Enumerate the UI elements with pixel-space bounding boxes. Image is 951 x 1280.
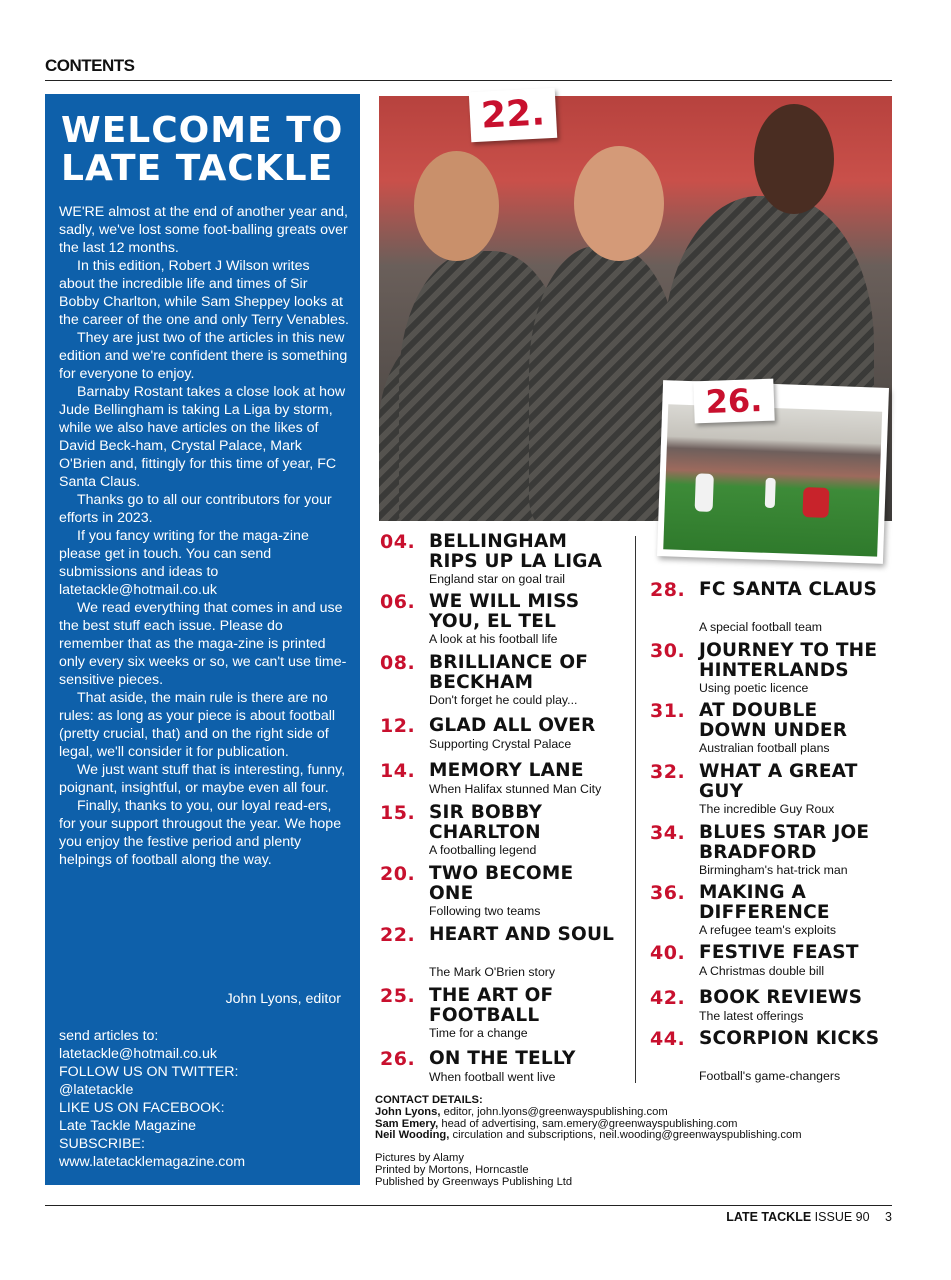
item-title: SIR BOBBY CHARLTON: [429, 802, 543, 843]
item-subtitle: Following two teams: [429, 904, 541, 918]
item-page: 36.: [650, 882, 686, 904]
contact-links: [59, 1027, 245, 1171]
item-title: MAKING A DIFFERENCE: [699, 882, 830, 923]
editorial-paragraph: WE'RE almost at the end of another year and, sadly, we've lost some foot-balling greats over the last 12 months.: [59, 204, 348, 256]
item-page: 32.: [650, 761, 686, 783]
editorial-paragraph: Thanks go to all our contributors for your efforts in 2023.: [59, 492, 332, 526]
contact-name: Neil Wooding,: [375, 1129, 450, 1142]
section-heading: CONTENTS: [45, 56, 135, 75]
contact-heading: CONTACT DETAILS:: [375, 1094, 483, 1106]
item-subtitle: Don't forget he could play...: [429, 693, 578, 707]
website-link[interactable]: www.latetacklemagazine.com: [59, 1154, 246, 1170]
editorial-paragraph: If you fancy writing for the maga-zine please get in touch. You can send submissions and ideas to latetackle@hotmail.co.uk: [59, 528, 309, 598]
item-title: MEMORY LANE: [429, 760, 584, 781]
contact-details: [375, 1095, 845, 1189]
item-title: AT DOUBLE DOWN UNDER: [699, 700, 848, 741]
player-figure: [765, 478, 776, 508]
contact-role: editor, john.lyons@greenwayspublishing.com: [443, 1105, 668, 1118]
item-title: HEART AND SOUL: [429, 924, 615, 945]
item-subtitle: England star on goal trail: [429, 572, 566, 586]
email-link[interactable]: latetackle@hotmail.co.uk: [59, 1046, 217, 1062]
item-subtitle: A look at his football life: [429, 632, 558, 646]
item-page: 14.: [380, 760, 416, 782]
item-page: 08.: [380, 652, 416, 674]
welcome-title-line1: WELCOME TO: [61, 110, 344, 151]
item-title: BOOK REVIEWS: [699, 987, 863, 1008]
item-subtitle: Australian football plans: [699, 741, 830, 755]
editor-signature: John Lyons, editor: [225, 991, 341, 1007]
player-figure: [529, 246, 679, 521]
item-subtitle: When Halifax stunned Man City: [429, 782, 602, 796]
item-title: WHAT A GREAT GUY: [699, 761, 858, 802]
item-page: 30.: [650, 640, 686, 662]
editorial-paragraph: They are just two of the articles in this new edition and we're confident there is something for everyone to enjoy.: [59, 330, 348, 382]
facebook-link[interactable]: Late Tackle Magazine: [59, 1118, 196, 1134]
item-subtitle: A refugee team's exploits: [699, 923, 837, 937]
credit-line: Pictures by Alamy: [375, 1152, 464, 1165]
item-page: 20.: [380, 863, 416, 885]
welcome-title-line2: LATE TACKLE: [61, 148, 334, 189]
footer-magazine: LATE TACKLE: [726, 1210, 812, 1224]
editorial-paragraph: We just want stuff that is interesting, funny, poignant, insightful, or maybe even all four.: [59, 762, 346, 796]
top-divider: [45, 80, 892, 81]
item-title: BRILLIANCE OF BECKHAM: [429, 652, 589, 693]
item-subtitle: When football went live: [429, 1070, 556, 1084]
links-label: FOLLOW US ON TWITTER:: [59, 1064, 239, 1080]
item-subtitle: The incredible Guy Roux: [699, 802, 835, 816]
item-subtitle: Football's game-changers: [699, 1069, 841, 1083]
links-label: send articles to:: [59, 1028, 159, 1044]
page-footer: [726, 1210, 892, 1224]
item-page: 26.: [380, 1048, 416, 1070]
column-divider: [635, 536, 636, 1083]
contact-role: circulation and subscriptions, neil.wooding@greenwayspublishing.com: [452, 1129, 802, 1142]
item-page: 06.: [380, 591, 416, 613]
item-subtitle: A special football team: [699, 620, 823, 634]
item-subtitle: Supporting Crystal Palace: [429, 737, 572, 751]
item-title: GLAD ALL OVER: [429, 715, 596, 736]
item-title: BELLINGHAM RIPS UP LA LIGA: [429, 531, 603, 572]
item-page: 34.: [650, 822, 686, 844]
editorial-paragraph: That aside, the main rule is there are no rules: as long as your piece is about football (pretty crucial, that) and on the right side of legal, we'll consider it for publication.: [59, 690, 336, 760]
item-title: THE ART OF FOOTBALL: [429, 985, 554, 1026]
page-number: 3: [885, 1210, 892, 1224]
player-head: [414, 151, 499, 261]
item-page: 28.: [650, 579, 686, 601]
welcome-title: [61, 112, 351, 188]
inset-photo-image: [663, 404, 882, 556]
item-subtitle: The latest offerings: [699, 1009, 804, 1023]
editorial-body: [59, 203, 349, 869]
item-page: 04.: [380, 531, 416, 553]
item-title: WE WILL MISS YOU, EL TEL: [429, 591, 580, 632]
item-subtitle: A Christmas double bill: [699, 964, 825, 978]
item-page: 12.: [380, 715, 416, 737]
item-page: 42.: [650, 987, 686, 1009]
bottom-divider: [45, 1205, 892, 1206]
item-page: 44.: [650, 1028, 686, 1050]
editorial-paragraph: In this edition, Robert J Wilson writes about the incredible life and times of Sir Bobby Charlton, while Sam Sheppey looks at the career of the one and only Terry Venables.: [59, 258, 349, 328]
item-title: FC SANTA CLAUS: [699, 579, 877, 600]
page-tag-26: 26.: [693, 379, 774, 424]
editorial-paragraph: Finally, thanks to you, our loyal read-ers, for your support througout the year. We hope you enjoy the festive period and plenty helpings of football along the way.: [59, 798, 342, 868]
contact-role: head of advertising, sam.emery@greenwayspublishing.com: [441, 1117, 738, 1130]
item-subtitle: Time for a change: [429, 1026, 528, 1040]
player-head: [574, 146, 664, 261]
item-page: 25.: [380, 985, 416, 1007]
item-title: ON THE TELLY: [429, 1048, 576, 1069]
editorial-paragraph: Barnaby Rostant takes a close look at how Jude Bellingham is taking La Liga by storm, while we also have articles on the likes of David Beck-ham, Crystal Palace, Mark O'Brien and, fittingly for this time of year, FC Santa Claus.: [59, 384, 346, 490]
item-page: 15.: [380, 802, 416, 824]
contact-person: [375, 1130, 845, 1142]
editorial-paragraph: We read everything that comes in and use the best stuff each issue. Please do remember that as the maga-zine is printed only every six weeks or so, we can't use time-sensitive pieces.: [59, 600, 347, 688]
player-figure: [802, 487, 829, 518]
item-title: FESTIVE FEAST: [699, 942, 859, 963]
player-head: [754, 104, 834, 214]
item-subtitle: Using poetic licence: [699, 681, 809, 695]
item-title: SCORPION KICKS: [699, 1028, 880, 1049]
item-subtitle: A footballing legend: [429, 843, 537, 857]
twitter-link[interactable]: @latetackle: [59, 1082, 134, 1098]
credit-line: Published by Greenways Publishing Ltd: [375, 1175, 573, 1188]
item-title: TWO BECOME ONE: [429, 863, 574, 904]
item-page: 31.: [650, 700, 686, 722]
credit-line: Printed by Mortons, Horncastle: [375, 1163, 529, 1176]
player-figure: [695, 473, 714, 512]
item-page: 40.: [650, 942, 686, 964]
item-title: JOURNEY TO THE HINTERLANDS: [699, 640, 878, 681]
page-tag-22: 22.: [469, 88, 557, 142]
links-label: SUBSCRIBE:: [59, 1136, 145, 1152]
item-subtitle: The Mark O'Brien story: [429, 965, 556, 979]
welcome-panel: [45, 94, 360, 1185]
footer-issue: ISSUE 90: [814, 1210, 870, 1224]
contact-name: John Lyons,: [375, 1105, 441, 1118]
item-title: BLUES STAR JOE BRADFORD: [699, 822, 870, 863]
links-label: LIKE US ON FACEBOOK:: [59, 1100, 225, 1116]
item-subtitle: Birmingham's hat-trick man: [699, 863, 848, 877]
item-page: 22.: [380, 924, 416, 946]
contact-name: Sam Emery,: [375, 1117, 439, 1130]
